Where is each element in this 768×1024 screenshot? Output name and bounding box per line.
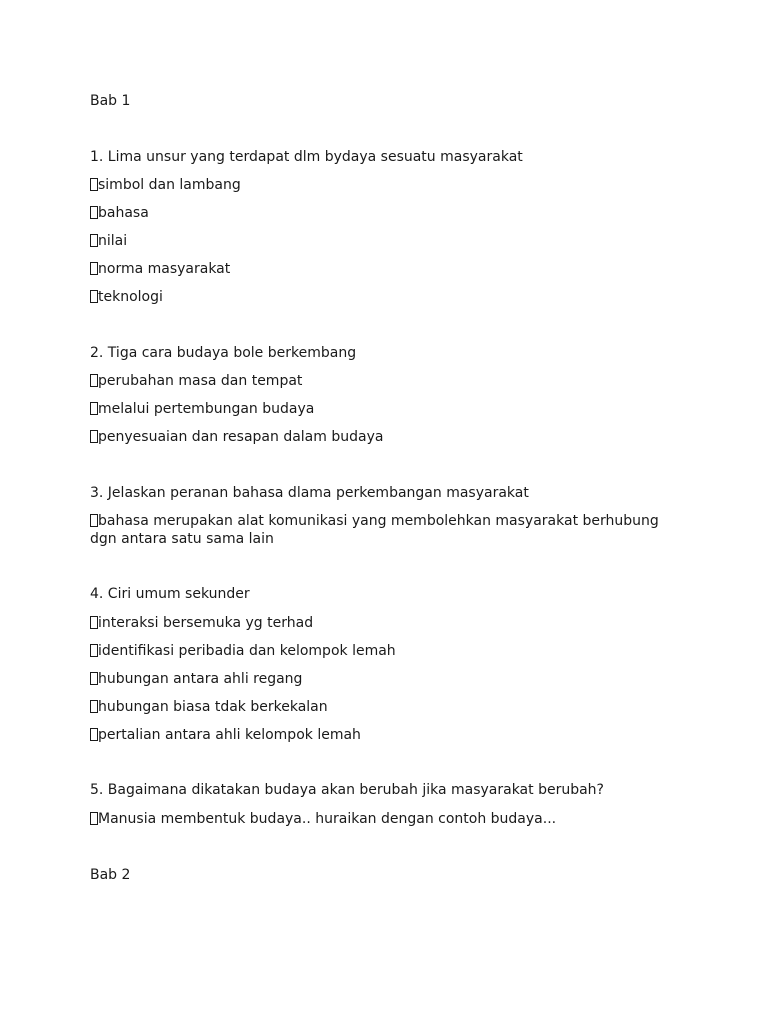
answer-item: perubahan masa dan tempat [90,372,302,390]
answer-item: bahasa [90,204,149,222]
bullet-icon [90,728,98,741]
bullet-icon [90,206,98,219]
answer-item: teknologi [90,288,163,306]
bullet-icon [90,430,98,443]
answer-item: Manusia membentuk budaya.. huraikan dengan contoh budaya... [90,810,556,828]
bullet-icon [90,234,98,247]
answer-item: norma masyarakat [90,260,230,278]
bullet-icon [90,178,98,191]
question-3: 3. Jelaskan peranan bahasa dlama perkembangan masyarakat [90,485,529,501]
answer-item: interaksi bersemuka yg terhad [90,614,313,632]
bullet-icon [90,700,98,713]
question-5: 5. Bagaimana dikatakan budaya akan berubah jika masyarakat berubah? [90,782,604,798]
bullet-icon [90,290,98,303]
question-4: 4. Ciri umum sekunder [90,586,250,602]
answer-item: identifikasi peribadia dan kelompok lemah [90,642,396,660]
bullet-icon [90,514,98,527]
bullet-icon [90,672,98,685]
question-1: 1. Lima unsur yang terdapat dlm bydaya sesuatu masyarakat [90,149,523,165]
chapter-heading: Bab 1 [90,93,131,109]
answer-item: hubungan biasa tdak berkekalan [90,698,328,716]
question-2: 2. Tiga cara budaya bole berkembang [90,345,357,361]
chapter-heading: Bab 2 [90,867,131,883]
answer-item: penyesuaian dan resapan dalam budaya [90,428,383,446]
bullet-icon [90,374,98,387]
answer-item: bahasa merupakan alat komunikasi yang membolehkan masyarakat berhubung dgn antara satu sama lain [90,513,659,547]
answer-item: pertalian antara ahli kelompok lemah [90,726,361,744]
bullet-icon [90,402,98,415]
bullet-icon [90,644,98,657]
answer-item: melalui pertembungan budaya [90,400,314,418]
bullet-icon [90,812,98,825]
answer-item: hubungan antara ahli regang [90,670,302,688]
bullet-icon [90,616,98,629]
bullet-icon [90,262,98,275]
answer-item: nilai [90,232,127,250]
answer-item: simbol dan lambang [90,176,241,194]
